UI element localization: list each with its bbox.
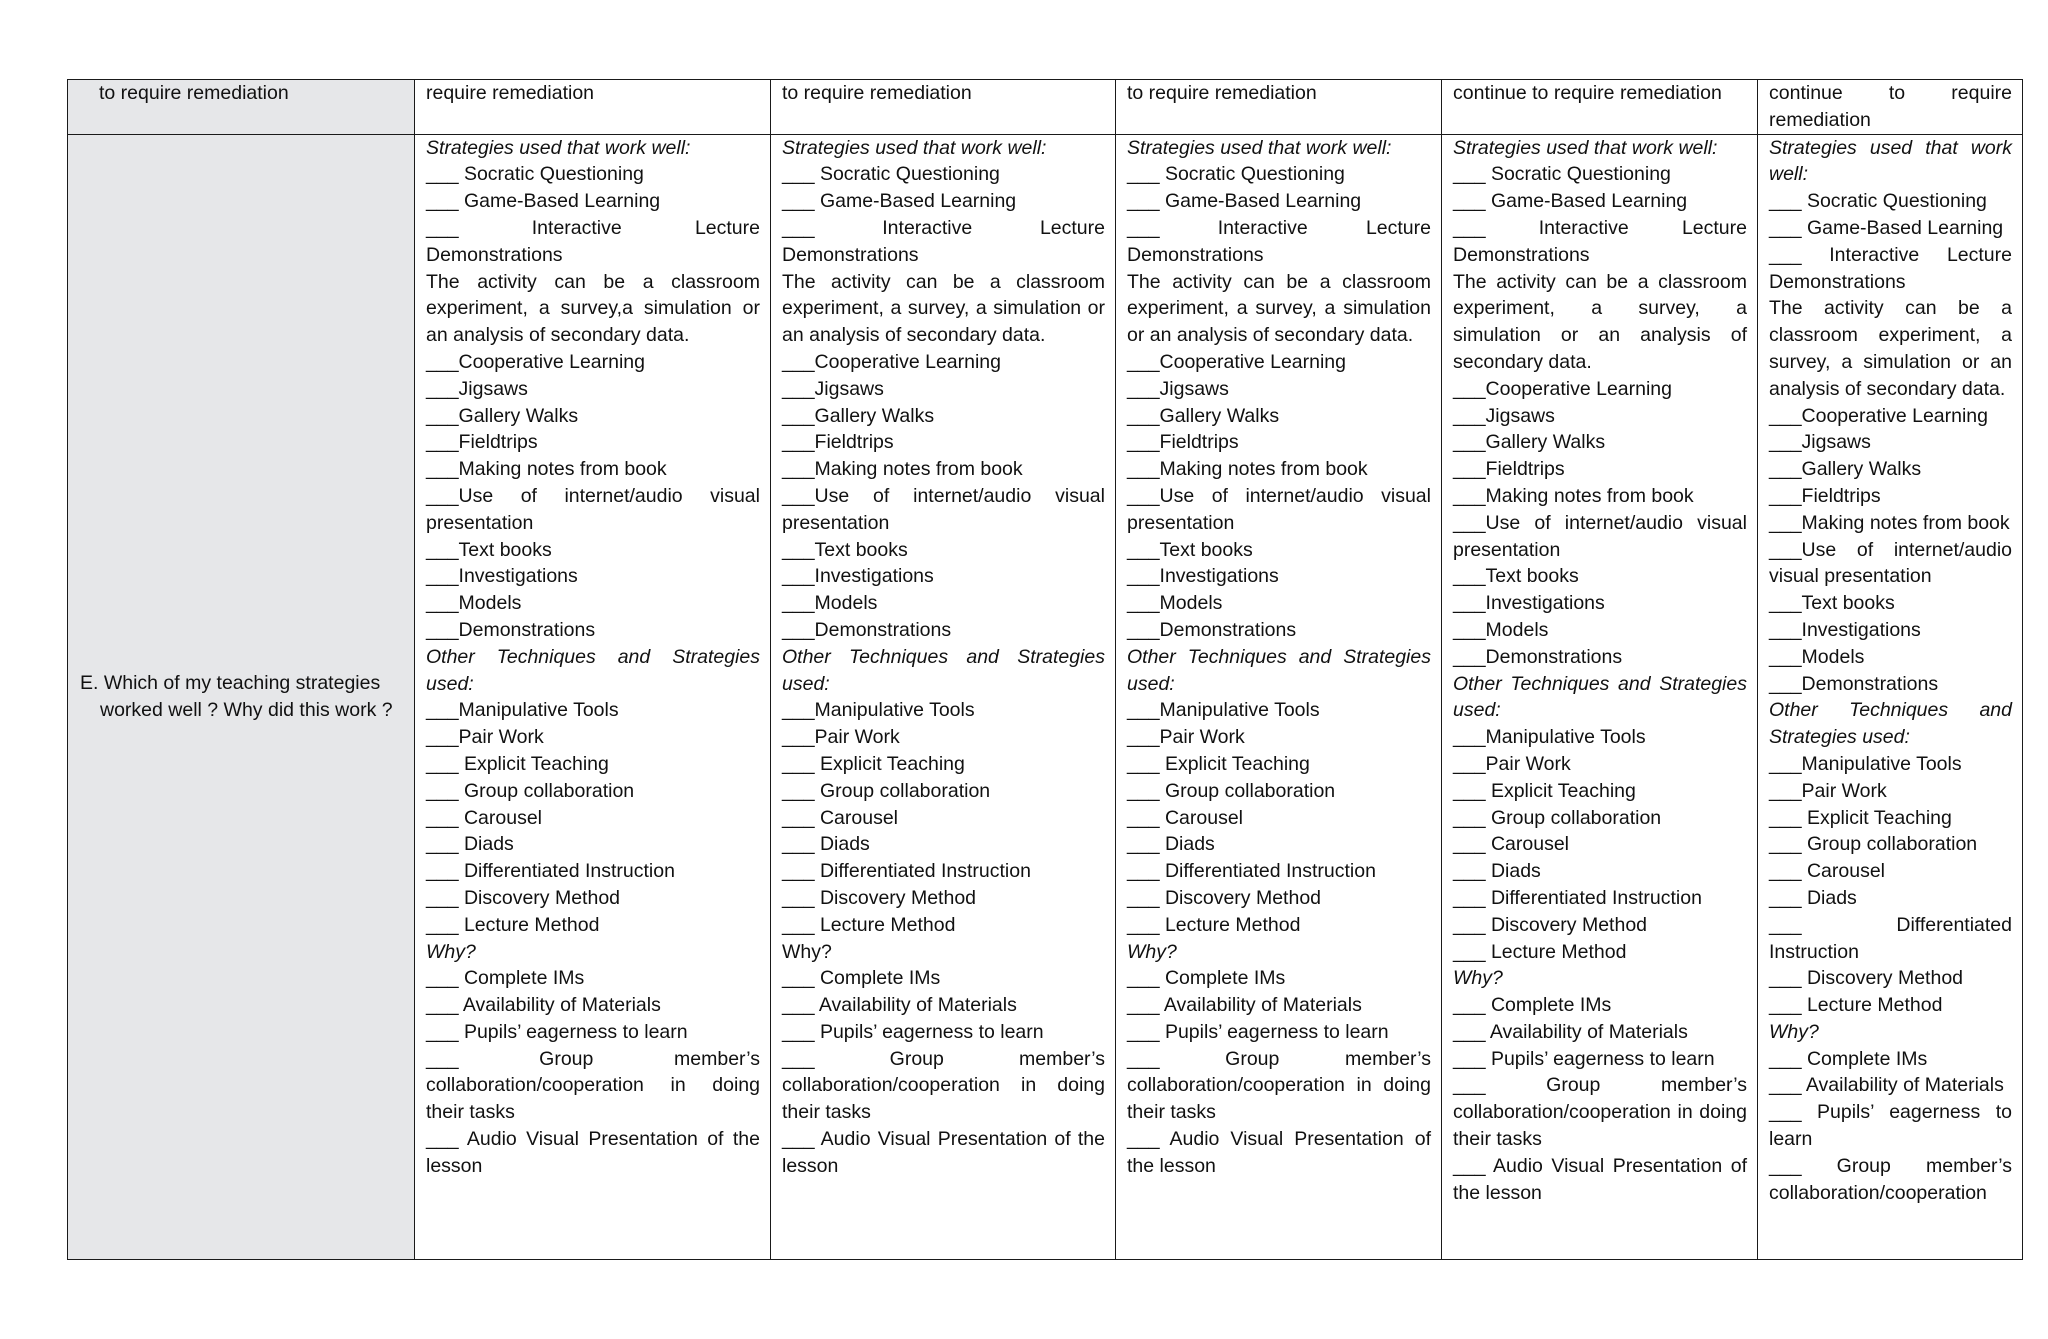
- strategy-line: ___Making notes from book: [1769, 511, 2010, 534]
- strategy-line: The activity can be a classroom experiment, a survey,a simulation or an analysis of secondary data.: [426, 270, 760, 347]
- strategy-line: ___ Discovery Method: [782, 886, 977, 909]
- strategies-column-2: [771, 134, 1116, 1259]
- strategy-line: ___Making notes from book: [1453, 484, 1694, 507]
- strategy-line: ___Use of internet/audio visual presentation: [1769, 538, 2012, 588]
- strategy-line: ___ Interactive Lecture Demonstrations: [426, 216, 760, 266]
- strategy-line: ___ Availability of Materials: [426, 994, 661, 1017]
- strategy-line: ___Manipulative Tools: [782, 699, 975, 722]
- strategy-line: ___ Audio Visual Presentation of the lesson: [1453, 1154, 1747, 1204]
- strategy-line: ___Manipulative Tools: [1769, 752, 1962, 775]
- strategy-line: ___ Complete IMs: [1769, 1047, 1928, 1070]
- strategy-line: ___ Diads: [1453, 860, 1541, 883]
- section-heading: Why?: [426, 940, 476, 963]
- strategy-line: ___Gallery Walks: [426, 404, 579, 427]
- strategy-line: ___Models: [1453, 618, 1549, 641]
- strategies-column-1: [415, 134, 771, 1259]
- section-heading: Other Techniques and Strategies used:: [1127, 645, 1431, 695]
- strategy-line: ___ Explicit Teaching: [426, 752, 609, 775]
- strategy-line: ___Fieldtrips: [426, 431, 538, 454]
- question-label-cell: [68, 134, 415, 1259]
- strategy-line: The activity can be a classroom experiment, a survey, a simulation or an analysis of secondary data.: [782, 270, 1105, 347]
- strategy-line: ___Models: [1769, 645, 1865, 668]
- strategy-line: ___Text books: [426, 538, 552, 561]
- strategy-line: ___ Pupils’ eagerness to learn: [426, 1020, 688, 1043]
- strategy-line: ___Cooperative Learning: [1769, 404, 1988, 427]
- section-heading: Other Techniques and Strategies used:: [1769, 699, 2012, 749]
- strategy-line: ___Text books: [782, 538, 908, 561]
- section-heading: Other Techniques and Strategies used:: [1453, 672, 1747, 722]
- strategy-line: Why?: [782, 940, 832, 963]
- strategy-line: ___Investigations: [1769, 618, 1921, 641]
- strategy-line: ___ Group member’s collaboration/cooperation in doing their tasks: [1453, 1074, 1747, 1151]
- section-heading: Strategies used that work well:: [426, 136, 691, 159]
- strategy-line: ___ Socratic Questioning: [1127, 163, 1345, 186]
- strategies-column-3: [1116, 134, 1442, 1259]
- strategy-line: The activity can be a classroom experiment, a survey, a simulation or an analysis of secondary data.: [1127, 270, 1431, 347]
- strategy-line: ___Text books: [1453, 565, 1579, 588]
- strategy-line: ___ Discovery Method: [1769, 967, 1964, 990]
- strategy-line: ___Demonstrations: [1769, 672, 1939, 695]
- strategy-line: ___ Game-Based Learning: [1769, 216, 2004, 239]
- strategy-line: ___ Diads: [1769, 886, 1857, 909]
- strategy-line: ___Gallery Walks: [1453, 431, 1606, 454]
- remediation-cell-1: require remediation: [415, 80, 771, 135]
- strategy-line: ___ Discovery Method: [1453, 913, 1648, 936]
- strategy-line: ___ Pupils’ eagerness to learn: [782, 1020, 1044, 1043]
- strategies-column-5: [1758, 134, 2023, 1259]
- strategy-line: ___Manipulative Tools: [1453, 726, 1646, 749]
- strategy-line: ___ Interactive Lecture Demonstrations: [1453, 216, 1747, 266]
- strategy-line: ___Pair Work: [426, 726, 544, 749]
- strategy-line: ___Jigsaws: [782, 377, 884, 400]
- strategy-line: ___Use of internet/audio visual presentation: [782, 484, 1105, 534]
- strategy-line: ___Making notes from book: [782, 458, 1023, 481]
- section-heading: Strategies used that work well:: [1769, 136, 2012, 186]
- strategy-line: ___ Interactive Lecture Demonstrations: [1769, 243, 2012, 293]
- strategy-line: ___Fieldtrips: [1769, 484, 1881, 507]
- remediation-cell-3: to require remediation: [1116, 80, 1442, 135]
- strategy-line: ___Pair Work: [1769, 779, 1887, 802]
- strategy-line: ___ Diads: [426, 833, 514, 856]
- reflection-table: [67, 79, 2023, 1260]
- strategy-line: ___ Explicit Teaching: [782, 752, 965, 775]
- strategy-line: ___ Audio Visual Presentation of the lesson: [1127, 1128, 1431, 1177]
- remediation-label: to require remediation: [68, 80, 415, 135]
- strategy-line: ___Fieldtrips: [1453, 458, 1565, 481]
- strategy-line: ___ Explicit Teaching: [1127, 752, 1310, 775]
- question-label: E. Which of my teaching strategies worked well ? Why did this work ?: [80, 671, 393, 721]
- strategy-line: ___Cooperative Learning: [1127, 350, 1346, 373]
- strategy-line: ___ Carousel: [782, 806, 898, 829]
- strategy-line: ___ Game-Based Learning: [1127, 190, 1362, 213]
- strategy-line: ___Fieldtrips: [1127, 431, 1239, 454]
- strategy-line: ___ Group member’s collaboration/cooperation in doing their tasks: [782, 1047, 1105, 1124]
- strategy-line: ___ Lecture Method: [1453, 940, 1627, 963]
- strategy-line: ___ Group collaboration: [1769, 833, 1978, 856]
- strategy-line: ___ Lecture Method: [1127, 913, 1301, 936]
- strategy-line: ___Cooperative Learning: [782, 350, 1001, 373]
- strategies-column-4: [1442, 134, 1758, 1259]
- strategy-line: ___ Pupils’ eagerness to learn: [1769, 1101, 2012, 1151]
- remediation-row: [68, 80, 2023, 135]
- strategy-line: ___Use of internet/audio visual presentation: [426, 484, 760, 534]
- strategy-line: ___ Lecture Method: [426, 913, 600, 936]
- strategy-line: ___ Carousel: [1453, 833, 1569, 856]
- strategy-line: ___ Availability of Materials: [1769, 1074, 2004, 1097]
- strategy-line: ___ Socratic Questioning: [1453, 163, 1671, 186]
- strategy-line: ___ Socratic Questioning: [1769, 190, 1987, 213]
- strategy-line: ___ Differentiated Instruction: [782, 860, 1031, 883]
- section-heading: Strategies used that work well:: [1453, 136, 1718, 159]
- strategy-line: ___ Availability of Materials: [782, 994, 1017, 1017]
- strategy-line: ___Text books: [1769, 592, 1895, 615]
- strategy-line: ___ Group collaboration: [782, 779, 991, 802]
- strategy-line: ___Gallery Walks: [1127, 404, 1280, 427]
- strategy-line: ___ Carousel: [1769, 860, 1885, 883]
- strategy-line: ___ Group member’s collaboration/cooperation in doing their tasks: [426, 1047, 760, 1124]
- strategy-line: ___Gallery Walks: [782, 404, 935, 427]
- strategy-line: ___ Audio Visual Presentation of the lesson: [426, 1128, 760, 1177]
- section-heading: Strategies used that work well:: [782, 136, 1047, 159]
- strategy-line: ___Pair Work: [1453, 752, 1571, 775]
- strategy-line: ___Pair Work: [782, 726, 900, 749]
- section-heading: Why?: [1769, 1020, 1819, 1043]
- strategy-line: ___ Differentiated Instruction: [1453, 886, 1702, 909]
- strategy-line: ___ Lecture Method: [782, 913, 956, 936]
- strategy-line: ___Cooperative Learning: [426, 350, 645, 373]
- strategy-line: ___Manipulative Tools: [426, 699, 619, 722]
- strategy-line: ___Jigsaws: [1769, 431, 1871, 454]
- strategy-line: ___Fieldtrips: [782, 431, 894, 454]
- strategy-line: ___ Complete IMs: [426, 967, 585, 990]
- strategy-line: ___Demonstrations: [1127, 618, 1297, 641]
- section-heading: Why?: [1127, 940, 1177, 963]
- strategy-line: ___Use of internet/audio visual presentation: [1453, 511, 1747, 561]
- strategy-line: ___Investigations: [782, 565, 934, 588]
- strategy-line: ___ Complete IMs: [1127, 967, 1286, 990]
- strategy-line: ___ Socratic Questioning: [782, 163, 1000, 186]
- strategy-line: ___ Explicit Teaching: [1453, 779, 1636, 802]
- strategy-line: ___Pair Work: [1127, 726, 1245, 749]
- strategy-line: ___Demonstrations: [426, 618, 596, 641]
- strategy-line: ___ Diads: [1127, 833, 1215, 856]
- strategy-line: ___ Interactive Lecture Demonstrations: [782, 216, 1105, 266]
- section-heading: Other Techniques and Strategies used:: [426, 645, 760, 695]
- strategy-line: ___Jigsaws: [1453, 404, 1555, 427]
- remediation-cell-2: to require remediation: [771, 80, 1116, 135]
- strategy-line: ___Cooperative Learning: [1453, 377, 1672, 400]
- strategy-line: ___ Pupils’ eagerness to learn: [1453, 1047, 1715, 1070]
- strategy-line: ___ Game-Based Learning: [426, 190, 661, 213]
- strategy-line: ___ Socratic Questioning: [426, 163, 644, 186]
- strategy-line: ___ Diads: [782, 833, 870, 856]
- strategy-line: ___ Differentiated Instruction: [1769, 913, 2012, 963]
- strategy-line: ___ Carousel: [1127, 806, 1243, 829]
- remediation-cell-4: continue to require remediation: [1442, 80, 1758, 135]
- strategy-line: ___Use of internet/audio visual presentation: [1127, 484, 1431, 534]
- strategy-line: ___ Group member’s collaboration/cooperation: [1769, 1154, 2012, 1204]
- strategy-line: ___Gallery Walks: [1769, 458, 1922, 481]
- strategy-line: ___ Discovery Method: [1127, 886, 1322, 909]
- strategy-line: ___Demonstrations: [782, 618, 952, 641]
- strategy-line: ___Jigsaws: [1127, 377, 1229, 400]
- strategy-line: ___Investigations: [426, 565, 578, 588]
- strategy-line: ___Making notes from book: [426, 458, 667, 481]
- strategy-line: ___ Interactive Lecture Demonstrations: [1127, 216, 1431, 266]
- strategy-line: ___Demonstrations: [1453, 645, 1623, 668]
- strategy-line: ___Investigations: [1127, 565, 1279, 588]
- strategy-line: ___ Complete IMs: [782, 967, 941, 990]
- strategy-line: ___Manipulative Tools: [1127, 699, 1320, 722]
- strategy-line: ___ Audio Visual Presentation of the lesson: [782, 1128, 1105, 1177]
- strategy-line: ___Models: [1127, 592, 1223, 615]
- strategy-line: ___ Carousel: [426, 806, 542, 829]
- strategies-row: [68, 134, 2023, 1259]
- strategy-line: ___ Group collaboration: [1453, 806, 1662, 829]
- strategy-line: ___ Group member’s collaboration/cooperation in doing their tasks: [1127, 1047, 1431, 1124]
- strategy-line: ___ Availability of Materials: [1453, 1020, 1688, 1043]
- strategy-line: ___Jigsaws: [426, 377, 528, 400]
- strategy-line: The activity can be a classroom experiment, a survey, a simulation or an analysis of secondary data.: [1453, 270, 1747, 373]
- strategy-line: ___ Differentiated Instruction: [1127, 860, 1376, 883]
- section-heading: Strategies used that work well:: [1127, 136, 1392, 159]
- strategy-line: ___ Game-Based Learning: [1453, 190, 1688, 213]
- strategy-line: ___ Game-Based Learning: [782, 190, 1017, 213]
- strategy-line: ___ Availability of Materials: [1127, 994, 1362, 1017]
- strategy-line: ___Models: [782, 592, 878, 615]
- remediation-cell-5: continue to require remediation: [1758, 80, 2023, 135]
- strategy-line: ___Making notes from book: [1127, 458, 1368, 481]
- section-heading: Other Techniques and Strategies used:: [782, 645, 1105, 695]
- strategy-line: ___ Discovery Method: [426, 886, 621, 909]
- strategy-line: ___Investigations: [1453, 592, 1605, 615]
- strategy-line: ___ Group collaboration: [426, 779, 635, 802]
- strategy-line: ___Models: [426, 592, 522, 615]
- strategy-line: ___ Complete IMs: [1453, 994, 1612, 1017]
- section-heading: Why?: [1453, 967, 1503, 990]
- strategy-line: ___Text books: [1127, 538, 1253, 561]
- strategy-line: ___ Explicit Teaching: [1769, 806, 1952, 829]
- strategy-line: The activity can be a classroom experiment, a survey, a simulation or an analysis of secondary data.: [1769, 297, 2012, 400]
- strategy-line: ___ Pupils’ eagerness to learn: [1127, 1020, 1389, 1043]
- strategy-line: ___ Group collaboration: [1127, 779, 1336, 802]
- strategy-line: ___ Lecture Method: [1769, 994, 1943, 1017]
- strategy-line: ___ Differentiated Instruction: [426, 860, 675, 883]
